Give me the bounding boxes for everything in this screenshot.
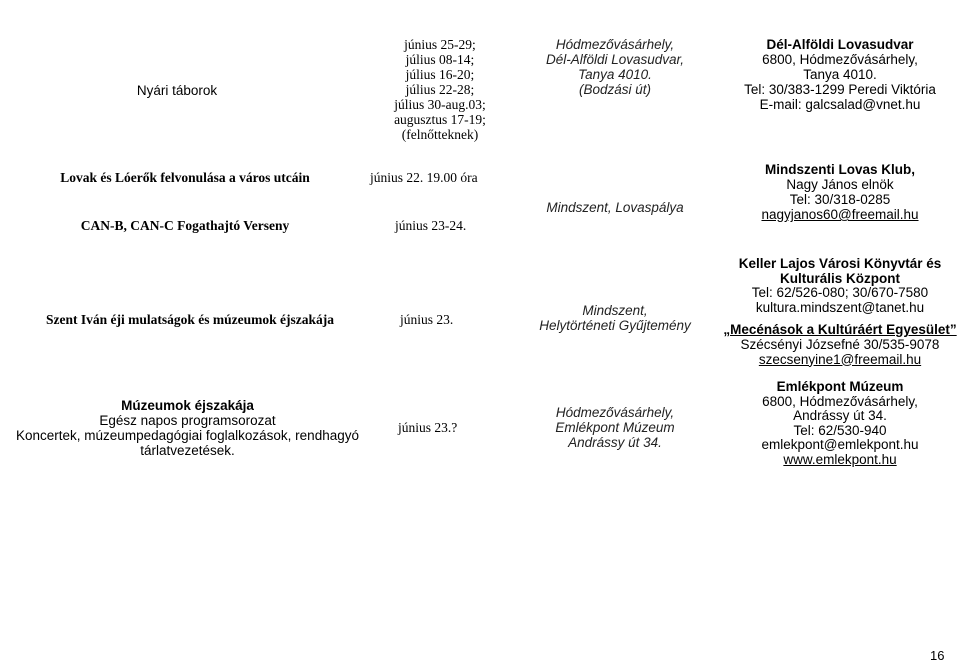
location-emlekpont — [525, 405, 705, 450]
location-nyari-taborok — [525, 37, 705, 97]
date-muzeumok-ejszakaja — [398, 420, 498, 435]
page-number: 16 — [930, 648, 945, 663]
event-label: Szent Iván éji mulatságok és múzeumok éjszakája — [46, 312, 334, 327]
event-label: CAN-B, CAN-C Fogathajtó Verseny — [80, 218, 290, 233]
location-label: Mindszent, Lovaspálya — [546, 200, 684, 215]
location-line: Helytörténeti Gyűjtemény — [539, 318, 691, 333]
event-lovak-loerok — [20, 170, 350, 185]
event-label: Nyári táborok — [136, 83, 218, 98]
event-nyari-taborok — [118, 83, 236, 98]
dates-nyari-taborok — [365, 37, 515, 142]
location-line: Hódmezővásárhely, — [555, 405, 675, 420]
contact-title: Dél-Alföldi Lovasudvar — [766, 37, 914, 52]
contact-line: 6800, Hódmezővásárhely, — [762, 393, 918, 409]
contact-email[interactable]: kultura.mindszent@tanet.hu — [755, 299, 925, 315]
contact-title: Keller Lajos Városi Könyvtár és — [738, 256, 942, 271]
date-line: július 22-28; — [405, 82, 475, 97]
contact-line: 6800, Hódmezővásárhely, — [762, 52, 918, 67]
contact-website[interactable]: www.emlekpont.hu — [783, 451, 897, 467]
location-line: (Bodzási út) — [578, 82, 652, 97]
contact-line: Tel: 62/530-940 — [793, 422, 887, 438]
date-line: július 16-20; — [405, 67, 475, 82]
contact-email[interactable]: E-mail: galcsalad@vnet.hu — [759, 97, 921, 112]
contact-lovas-klub — [730, 162, 950, 222]
location-line: Hódmezővásárhely, — [555, 37, 675, 52]
event-title: Múzeumok éjszakája — [121, 398, 254, 413]
event-can-fogathajto — [20, 218, 350, 233]
event-muzeumok-ejszakaja — [15, 398, 360, 458]
location-lovaspalya — [525, 200, 705, 215]
contact-title: Kulturális Központ — [780, 270, 900, 286]
date-label: június 22. 19.00 óra — [370, 170, 478, 185]
contact-line: Andrássy út 34. — [793, 408, 887, 424]
contact-line: Tel: 30/318-0285 — [789, 192, 891, 207]
contact-title: Emlékpont Múzeum — [776, 379, 904, 394]
contact-keller-lajos — [715, 257, 960, 367]
location-line: Dél-Alföldi Lovasudvar, — [545, 52, 685, 67]
contact-email[interactable]: emlekpont@emlekpont.hu — [761, 437, 919, 453]
contact-line: Szécsényi Józsefné 30/535-9078 — [740, 336, 940, 352]
contact-line: Tel: 62/526-080; 30/670-7580 — [751, 285, 929, 301]
event-szent-ivan — [20, 312, 360, 327]
location-line: Mindszent, — [582, 303, 648, 318]
contact-title: Mindszenti Lovas Klub, — [764, 162, 915, 177]
date-line: július 08-14; — [405, 52, 475, 67]
contact-nyari-taborok — [730, 37, 950, 112]
date-label: június 23.? — [398, 420, 458, 435]
date-label: június 23. — [400, 312, 454, 327]
location-line: Emlékpont Múzeum — [555, 420, 675, 435]
location-line: Andrássy út 34. — [568, 435, 662, 450]
contact-line: Tel: 30/383-1299 Peredi Viktória — [744, 82, 936, 97]
event-label: Lovak és Lóerők felvonulása a város utcáin — [60, 170, 310, 185]
contact-email[interactable]: nagyjanos60@freemail.hu — [761, 207, 919, 222]
date-lovak-loerok — [370, 170, 520, 185]
date-line: augusztus 17-19; — [394, 112, 486, 127]
event-line: tárlatvezetések. — [140, 443, 235, 458]
event-line: Koncertek, múzeumpedagógiai foglalkozások, rendhagyó — [16, 428, 359, 443]
contact-line: Tanya 4010. — [803, 67, 877, 82]
event-line: Egész napos programsorozat — [99, 413, 276, 428]
date-line: június 25-29; — [404, 37, 476, 52]
date-label: június 23-24. — [395, 218, 467, 233]
date-szent-ivan — [400, 312, 500, 327]
location-line: Tanya 4010. — [578, 67, 652, 82]
location-helytorteneti — [525, 303, 705, 333]
date-can-fogathajto — [395, 218, 545, 233]
date-line: (felnőtteknek) — [401, 127, 479, 142]
contact-line: Nagy János elnök — [786, 177, 894, 192]
contact-email[interactable]: szecsenyine1@freemail.hu — [758, 351, 922, 367]
date-line: július 30-aug.03; — [394, 97, 486, 112]
contact-title-mecenasok: „Mecénások a Kultúráért Egyesület” — [723, 322, 957, 338]
contact-emlekpont — [730, 380, 950, 468]
